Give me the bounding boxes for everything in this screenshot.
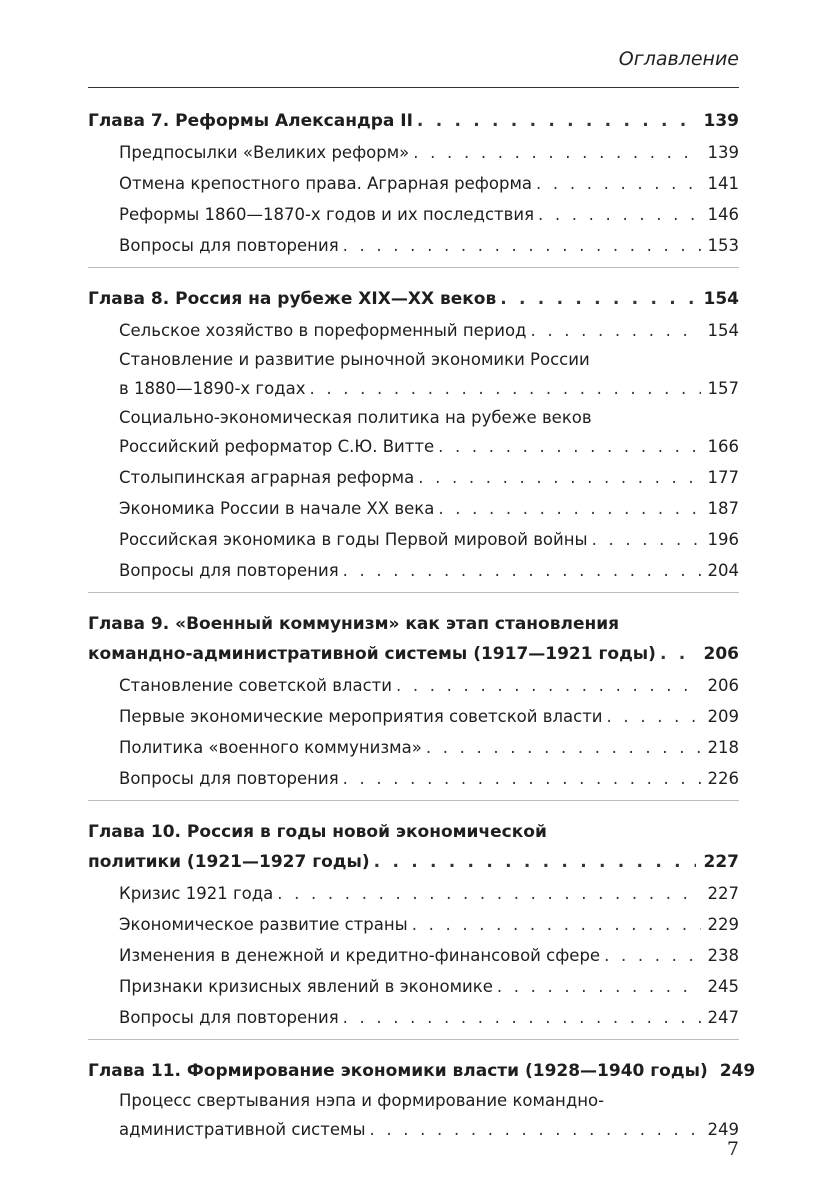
dot-leader <box>396 670 701 701</box>
section-title: Экономика России в начале XX века <box>119 499 435 518</box>
chapter-title: Глава 7. Реформы Александра II <box>88 111 413 131</box>
section-page: 245 <box>707 977 739 996</box>
dot-leader <box>426 732 701 763</box>
section-title: Столыпинская аграрная реформа <box>119 468 415 487</box>
table-of-contents <box>88 106 756 1167</box>
section-title: Отмена крепостного права. Аграрная реформа <box>119 174 533 193</box>
dot-leader <box>660 639 696 670</box>
section-title: Изменения в денежной и кредитно-финансовой сфере <box>119 946 601 965</box>
section-title: в 1880—1890-х годах <box>119 379 306 398</box>
section-title: Экономическое развитие страны <box>119 915 408 934</box>
header-rule <box>88 87 739 88</box>
dot-leader <box>500 284 695 315</box>
dot-leader <box>538 199 701 230</box>
dot-leader <box>438 493 701 524</box>
section-title: Российская экономика в годы Первой мировой войны <box>119 530 588 549</box>
section-page: 249 <box>707 1120 739 1139</box>
dot-leader <box>413 137 701 168</box>
section-page: 146 <box>707 205 739 224</box>
section-entry[interactable] <box>88 493 739 524</box>
section-page: 227 <box>707 884 739 903</box>
dot-leader <box>343 763 701 794</box>
dot-leader <box>343 230 701 261</box>
chapter-page: 206 <box>703 644 739 664</box>
section-page: 218 <box>707 738 739 757</box>
dot-leader <box>417 106 696 137</box>
section-title-line: Процесс свертывания нэпа и формирование командно- <box>119 1091 605 1110</box>
section-title: Вопросы для повторения <box>119 769 339 788</box>
chapter-heading[interactable] <box>88 1056 756 1087</box>
section-entry[interactable] <box>88 878 739 909</box>
section-page: 206 <box>707 676 739 695</box>
section-page: 204 <box>707 561 739 580</box>
dot-leader <box>438 431 701 462</box>
section-page: 157 <box>707 379 739 398</box>
section-entry[interactable] <box>88 168 739 199</box>
dot-leader <box>343 555 701 586</box>
section-entry[interactable] <box>88 1114 739 1145</box>
section-entry[interactable] <box>88 971 739 1002</box>
dot-leader <box>592 524 701 555</box>
section-title-line: Социально-экономическая политика на рубеже веков <box>119 408 592 427</box>
chapter-page: 249 <box>719 1061 756 1081</box>
dot-leader <box>370 1114 702 1145</box>
section-entry[interactable] <box>88 940 739 971</box>
chapter-block <box>88 609 739 801</box>
chapter-block <box>88 284 739 593</box>
chapter-block <box>88 1056 756 1151</box>
section-entry[interactable] <box>88 909 739 940</box>
section-page: 177 <box>707 468 739 487</box>
section-entry[interactable] <box>88 315 739 346</box>
chapter-page: 139 <box>703 111 739 131</box>
running-header: Оглавление <box>618 48 739 70</box>
section-title: Признаки кризисных явлений в экономике <box>119 977 493 996</box>
section-entry[interactable] <box>88 701 739 732</box>
chapter-title-line: Глава 9. «Военный коммунизм» как этап становления <box>88 614 620 634</box>
section-title: Сельское хозяйство в пореформенный период <box>119 321 527 340</box>
section-title: административной системы <box>119 1120 366 1139</box>
section-page: 247 <box>707 1008 739 1027</box>
dot-leader <box>343 1002 701 1033</box>
chapter-title-line: Глава 10. Россия в годы новой экономической <box>88 822 547 842</box>
dot-leader <box>604 940 701 971</box>
chapter-title: Глава 11. Формирование экономики власти (1928—1940 годы) <box>88 1061 708 1081</box>
dot-leader <box>412 909 701 940</box>
section-page: 166 <box>707 437 739 456</box>
section-entry[interactable] <box>88 199 739 230</box>
dot-leader <box>309 373 701 404</box>
section-title: Кризис 1921 года <box>119 884 274 903</box>
section-title: Вопросы для повторения <box>119 1008 339 1027</box>
section-entry[interactable] <box>88 763 739 794</box>
section-page: 226 <box>707 769 739 788</box>
chapter-heading[interactable] <box>88 106 739 137</box>
section-entry[interactable] <box>88 1002 739 1033</box>
section-title: Политика «военного коммунизма» <box>119 738 422 757</box>
dot-leader <box>607 701 701 732</box>
section-title-line: Становление и развитие рыночной экономики России <box>119 350 590 369</box>
section-title: Вопросы для повторения <box>119 561 339 580</box>
section-title: Вопросы для повторения <box>119 236 339 255</box>
chapter-heading[interactable] <box>88 284 739 315</box>
section-entry[interactable] <box>88 555 739 586</box>
section-entry[interactable] <box>88 137 739 168</box>
section-page: 229 <box>707 915 739 934</box>
chapter-heading[interactable] <box>88 847 739 878</box>
chapter-heading[interactable] <box>88 639 739 670</box>
chapter-block <box>88 106 739 268</box>
dot-leader <box>277 878 701 909</box>
dot-leader <box>530 315 701 346</box>
dot-leader <box>497 971 701 1002</box>
section-page: 139 <box>707 143 739 162</box>
section-page: 187 <box>707 499 739 518</box>
section-page: 238 <box>707 946 739 965</box>
chapter-page: 227 <box>703 852 739 872</box>
section-page: 154 <box>707 321 739 340</box>
section-entry[interactable] <box>88 373 739 404</box>
page-number: 7 <box>726 1138 739 1160</box>
section-page: 153 <box>707 236 739 255</box>
section-title: Реформы 1860—1870-х годов и их последствия <box>119 205 534 224</box>
section-page: 141 <box>707 174 739 193</box>
chapter-block <box>88 817 739 1040</box>
section-entry[interactable] <box>88 462 739 493</box>
dot-leader <box>418 462 701 493</box>
section-title: Первые экономические мероприятия советской власти <box>119 707 603 726</box>
section-entry[interactable] <box>88 524 739 555</box>
chapter-page: 154 <box>703 289 739 309</box>
section-page: 209 <box>707 707 739 726</box>
chapter-title: политики (1921—1927 годы) <box>88 852 370 872</box>
section-title: Российский реформатор С.Ю. Витте <box>119 437 435 456</box>
dot-leader <box>536 168 701 199</box>
section-title: Предпосылки «Великих реформ» <box>119 143 410 162</box>
section-entry[interactable] <box>88 431 739 462</box>
chapter-title: командно-административной системы (1917—1921 годы) <box>88 644 656 664</box>
dot-leader <box>374 847 696 878</box>
section-entry[interactable] <box>88 230 739 261</box>
section-entry[interactable] <box>88 670 739 701</box>
section-entry[interactable] <box>88 732 739 763</box>
section-title: Становление советской власти <box>119 676 392 695</box>
section-page: 196 <box>707 530 739 549</box>
chapter-title: Глава 8. Россия на рубеже XIX—XX веков <box>88 289 497 309</box>
